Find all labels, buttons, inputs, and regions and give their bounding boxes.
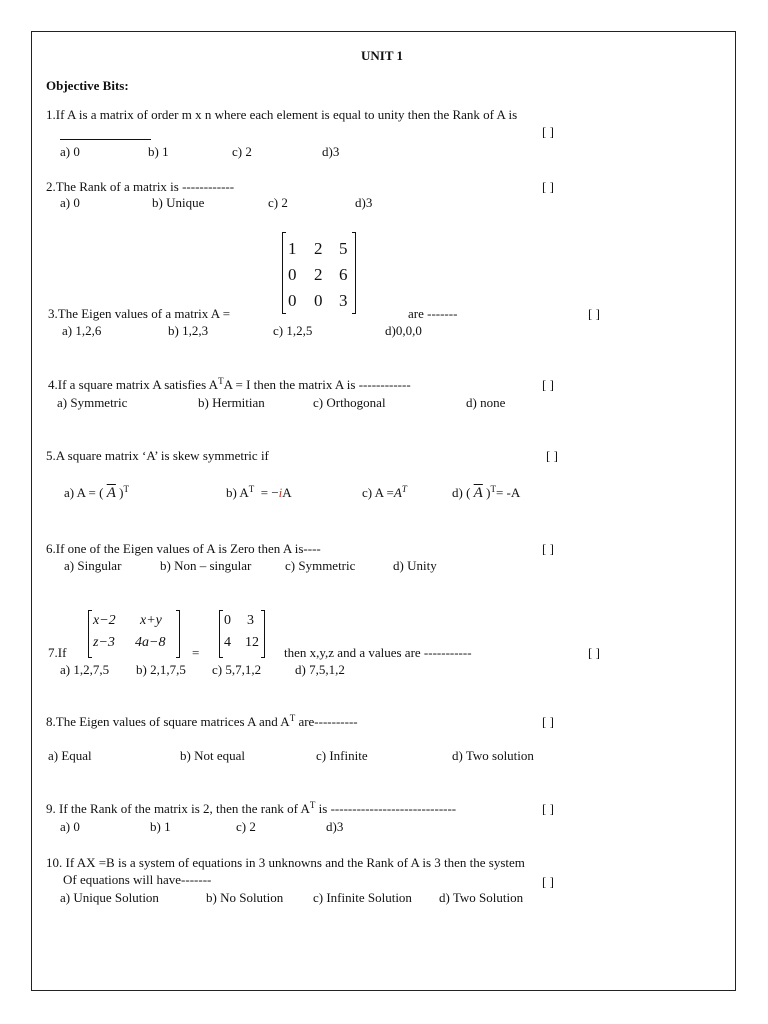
question-3: 3.The Eigen values of a matrix A =	[48, 306, 231, 321]
answer-bracket-4: [ ]	[542, 377, 554, 392]
q5-option-b: b) $A^T = -iA$	[226, 484, 292, 500]
question-1: 1.If A is a matrix of order m x n where each element is equal to unity then the Rank of A is	[46, 107, 518, 122]
lhs-matrix-right-bracket	[176, 610, 180, 658]
q5-option-d: d) ( $\overline{A}$ )$^T$= -A	[452, 484, 521, 501]
q1-option-b: b) 1	[148, 144, 169, 159]
q5-option-c: c) $A =A^T$	[362, 484, 407, 500]
matrix-cell: 0	[288, 265, 297, 284]
q3-option-d: d)0,0,0	[385, 323, 422, 338]
q7-option-b: b) 2,1,7,5	[136, 662, 186, 677]
q7-option-c: c) 5,7,1,2	[212, 662, 262, 677]
matrix-cell: x+y	[140, 613, 162, 628]
question-10-line-1: 10. If AX =B is a system of equations in 3 unknowns and the Rank of A is 3 then the system	[46, 855, 525, 870]
q2-option-d: d)3	[355, 195, 373, 210]
matrix-cell: 3	[247, 613, 254, 628]
answer-bracket-9: [ ]	[542, 801, 554, 816]
section-heading: Objective Bits:	[46, 78, 129, 93]
question-3-tail: are -------	[408, 306, 458, 321]
answer-bracket-2: [ ]	[542, 179, 554, 194]
question-9: 9. If the Rank of the matrix is 2, then the rank of $A^T$ is -----------------------------	[46, 800, 457, 816]
q8-option-c: c) Infinite	[316, 748, 368, 763]
answer-bracket-10: [ ]	[542, 874, 554, 889]
q1-option-d: d)3	[322, 144, 340, 159]
q6-option-d: d) Unity	[393, 558, 437, 573]
rhs-matrix-left-bracket	[219, 610, 223, 658]
exam-page	[31, 31, 736, 991]
q2-option-c: c) 2	[268, 195, 288, 210]
q1-option-c: c) 2	[232, 144, 252, 159]
question-5: 5.A square matrix ‘A’ is skew symmetric if	[46, 448, 269, 463]
q10-option-b: b) No Solution	[206, 890, 284, 905]
q8-option-d: d) Two solution	[452, 748, 534, 763]
answer-bracket-7: [ ]	[588, 645, 600, 660]
question-8: 8.The Eigen values of square matrices A and $A^T$ are----------	[46, 713, 358, 729]
q3-option-c: c) 1,2,5	[273, 323, 313, 338]
q10-option-a: a) Unique Solution	[60, 890, 159, 905]
q6-option-a: a) Singular	[64, 558, 122, 573]
matrix-cell: 5	[339, 239, 348, 258]
matrix-cell: 2	[314, 265, 323, 284]
matrix-cell: 12	[245, 635, 259, 650]
answer-bracket-1: [ ]	[542, 124, 554, 139]
q8-option-a: a) Equal	[48, 748, 92, 763]
matrix-left-bracket	[282, 232, 286, 314]
question-7-tail: then x,y,z and a values are -----------	[284, 645, 472, 660]
q4-option-a: a) Symmetric	[57, 395, 128, 410]
matrix-cell: 2	[314, 239, 323, 258]
matrix-cell: z−3	[93, 635, 115, 650]
q6-option-c: c) Symmetric	[285, 558, 356, 573]
matrix-cell: 6	[339, 265, 348, 284]
q3-option-b: b) 1,2,3	[168, 323, 209, 338]
q9-option-d: d)3	[326, 819, 344, 834]
question-7: 7.If	[48, 645, 67, 660]
q4-option-b: b) Hermitian	[198, 395, 265, 410]
q9-option-a: a) 0	[60, 819, 80, 834]
q2-option-b: b) Unique	[152, 195, 205, 210]
answer-bracket-3: [ ]	[588, 306, 600, 321]
q6-option-b: b) Non – singular	[160, 558, 252, 573]
matrix-cell: x−2	[93, 613, 116, 628]
q7-option-d: d) 7,5,1,2	[295, 662, 345, 677]
question-10-line-2: Of equations will have-------	[63, 872, 212, 887]
q10-option-c: c) Infinite Solution	[313, 890, 412, 905]
q3-option-a: a) 1,2,6	[62, 323, 102, 338]
matrix-cell: 0	[288, 291, 297, 310]
q9-option-c: c) 2	[236, 819, 256, 834]
question-4: 4.If a square matrix A satisfies $A^TA = I$ then the matrix A is ------------	[48, 376, 411, 392]
matrix-cell: 3	[339, 291, 348, 310]
q2-option-a: a) 0	[60, 195, 80, 210]
matrix-cell: 4	[224, 635, 231, 650]
answer-bracket-8: [ ]	[542, 714, 554, 729]
page-title: UNIT 1	[361, 48, 404, 63]
matrix-cell: 0	[314, 291, 323, 310]
matrix-cell: 0	[224, 613, 231, 628]
lhs-matrix-left-bracket	[88, 610, 92, 658]
q1-option-a: a) 0	[60, 144, 80, 159]
matrix-cell: 4a−8	[135, 635, 166, 650]
q4-option-d: d) none	[466, 395, 506, 410]
question-6: 6.If one of the Eigen values of A is Zero then A is----	[46, 541, 321, 556]
answer-bracket-6: [ ]	[542, 541, 554, 556]
q5-option-a: a) A = ( $\overline{A}$ )$^T$	[64, 484, 129, 501]
matrix-cell: 1	[288, 239, 297, 258]
q8-option-b: b) Not equal	[180, 748, 245, 763]
equals-sign: =	[192, 645, 200, 660]
q4-option-c: c) Orthogonal	[313, 395, 386, 410]
question-2: 2.The Rank of a matrix is ------------	[46, 179, 235, 194]
rhs-matrix-right-bracket	[261, 610, 265, 658]
q7-option-a: a) 1,2,7,5	[60, 662, 110, 677]
q10-option-d: d) Two Solution	[439, 890, 524, 905]
answer-blank-line	[60, 139, 151, 140]
q9-option-b: b) 1	[150, 819, 171, 834]
matrix-right-bracket	[352, 232, 356, 314]
answer-bracket-5: [ ]	[546, 448, 558, 463]
